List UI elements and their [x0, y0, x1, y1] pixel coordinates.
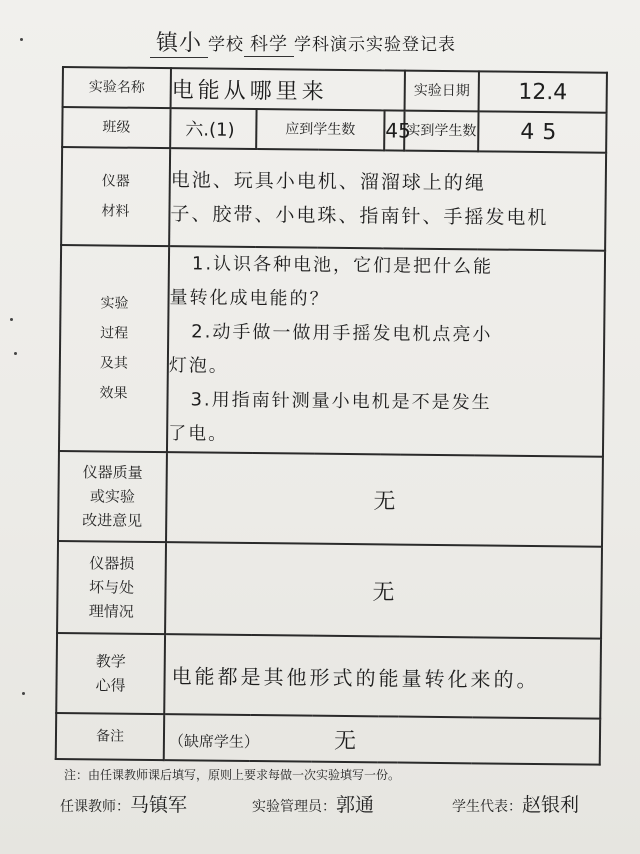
- value-student: 赵银利: [522, 794, 580, 816]
- footnote: 注：由任课教师课后填写，原则上要求每做一次实验填写一份。: [64, 768, 401, 782]
- registration-table: [55, 66, 608, 766]
- label-manager: 实验管理员：: [252, 799, 336, 815]
- label-class: 班级: [62, 107, 170, 148]
- row-damage: [57, 541, 602, 639]
- value-class: 六.(1): [170, 108, 256, 149]
- label-process: 实验 过程 及其 效果: [59, 245, 169, 452]
- signature-manager: [252, 790, 374, 817]
- process-step-2b: 灯泡。: [168, 355, 229, 377]
- row-class: [62, 107, 606, 153]
- speck: [22, 692, 25, 695]
- value-actual-students: 45: [478, 111, 606, 152]
- value-teacher: 马镇军: [130, 794, 188, 816]
- label-damage: 仪器损 坏与处 理情况: [57, 541, 166, 634]
- process-step-2a: 2.动手做一做用手摇发电机点亮小: [191, 321, 493, 346]
- label-actual-students: 实到学生数: [404, 111, 478, 152]
- speck: [10, 318, 13, 321]
- value-manager: 郭通: [336, 794, 375, 816]
- signature-teacher: [60, 790, 187, 817]
- school-name: 镇小: [150, 26, 208, 58]
- speck: [14, 352, 17, 355]
- value-experiment-date: 12.4: [479, 71, 607, 112]
- process-step-1a: 1.认识各种电池，它们是把什么能: [191, 253, 494, 278]
- process-step-3a: 3.用指南针测量小电机是不是发生: [190, 389, 492, 414]
- label-experiment-date: 实验日期: [405, 71, 479, 112]
- value-expected-students: 45: [384, 110, 404, 150]
- row-remarks: [56, 713, 600, 765]
- process-step-1b: 量转化成电能的？: [169, 287, 330, 310]
- label-absent-students: （缺席学生）: [168, 731, 260, 751]
- title-school-suffix: 学校: [208, 35, 245, 55]
- subject-name: 科学: [244, 30, 294, 57]
- form-title: [150, 26, 570, 58]
- value-remarks: [164, 714, 600, 765]
- value-process: [167, 246, 605, 457]
- label-teacher: 任课教师：: [60, 799, 130, 815]
- label-expected-students: 应到学生数: [256, 109, 384, 150]
- label-remarks: 备注: [56, 713, 164, 760]
- speck: [20, 38, 23, 41]
- value-damage: 无: [165, 542, 602, 639]
- value-materials: 电池、玩具小电机、溜溜球上的绳 子、胶带、小电珠、指南针、手摇发电机: [169, 148, 606, 251]
- row-teaching: [56, 633, 601, 719]
- row-quality: [58, 451, 603, 547]
- label-experiment-name: 实验名称: [63, 67, 171, 108]
- row-materials: [61, 147, 606, 251]
- process-step-3b: 了电。: [168, 423, 229, 445]
- label-materials: 仪器 材料: [61, 147, 170, 246]
- row-process: [59, 245, 605, 457]
- value-absent-students: 无: [333, 728, 357, 754]
- label-quality: 仪器质量 或实验 改进意见: [58, 451, 167, 542]
- signature-student: [452, 790, 579, 817]
- row-experiment-name: [63, 67, 607, 113]
- value-quality: 无: [166, 452, 603, 547]
- label-teaching: 教学 心得: [56, 633, 165, 714]
- label-student: 学生代表：: [452, 799, 522, 815]
- value-experiment-name: 电能从哪里来: [171, 68, 405, 110]
- title-suffix: 学科演示实验登记表: [294, 35, 457, 55]
- value-teaching: 电能都是其他形式的能量转化来的。: [164, 634, 601, 719]
